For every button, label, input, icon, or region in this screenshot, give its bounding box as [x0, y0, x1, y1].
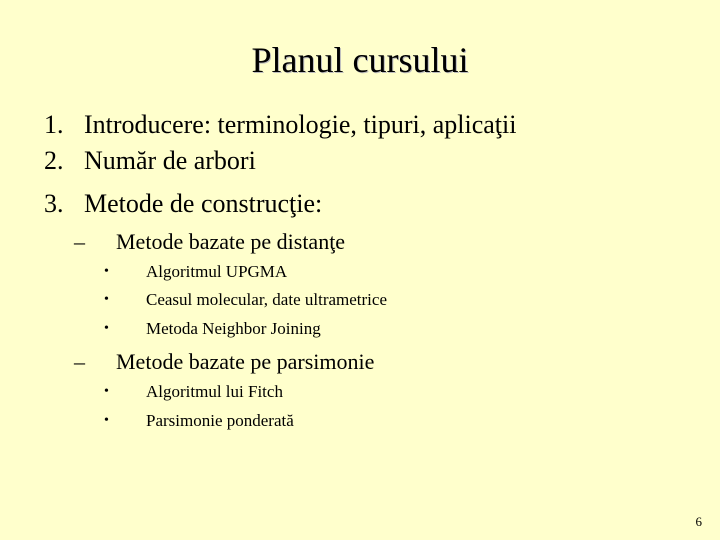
bullet-marker: •: [104, 384, 109, 399]
item-text: Număr de arbori: [84, 146, 256, 175]
dash-marker: –: [74, 349, 85, 374]
sub-item-text: Metode bazate pe distanţe: [116, 229, 346, 254]
bullet-marker: •: [104, 292, 109, 307]
bullet-text: Ceasul molecular, date ultrametrice: [146, 290, 387, 309]
item-text: Introducere: terminologie, tipuri, aplicaţii: [84, 110, 517, 139]
bullet-text: Parsimonie ponderată: [146, 411, 294, 430]
bullet-text: Algoritmul UPGMA: [146, 262, 288, 281]
dash-marker: –: [74, 229, 85, 254]
item-text: Metode de construcţie:: [84, 189, 323, 218]
bullet-marker: •: [104, 264, 109, 279]
item-number: 1.: [44, 110, 64, 139]
bullet-text: Metoda Neighbor Joining: [146, 319, 321, 338]
item-number: 3.: [44, 189, 64, 218]
bullet-marker: •: [104, 321, 109, 336]
bullet-marker: •: [104, 413, 109, 428]
item-number: 2.: [44, 146, 64, 175]
sub-item-text: Metode bazate pe parsimonie: [116, 349, 375, 374]
page-number: 6: [695, 514, 702, 529]
slide-title: Planul cursului: [251, 40, 469, 80]
bullet-text: Algoritmul lui Fitch: [146, 382, 283, 401]
